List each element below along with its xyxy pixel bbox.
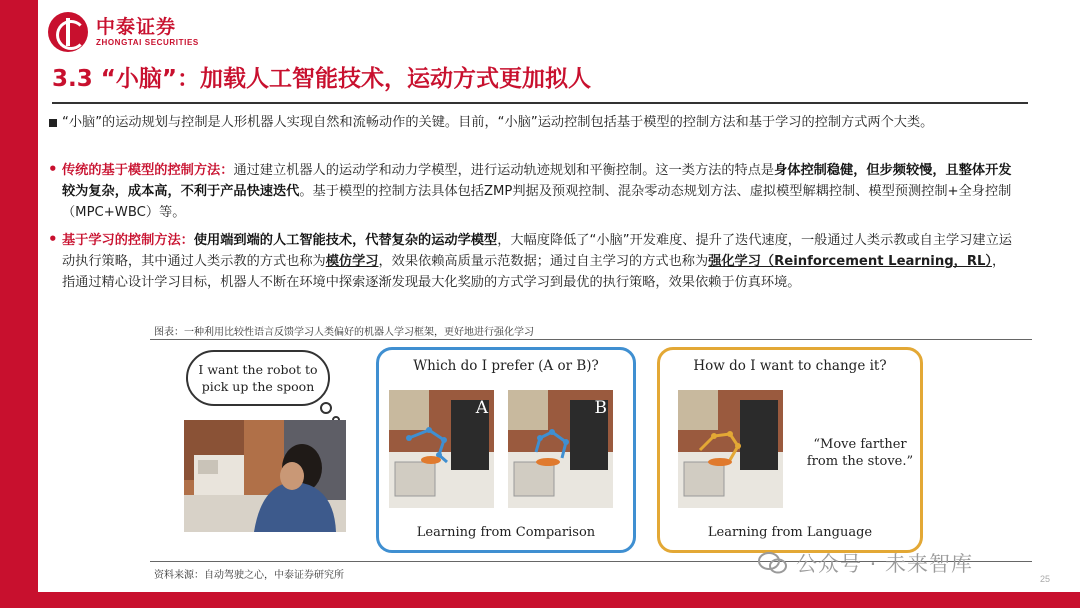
red-bullet-icon: •: [48, 230, 58, 248]
learning-based-text-1: ，大幅度降低了“小脑”开发难度、提升了迭代速度，一般通过人类示教或自主学习建立运动执行策略，其中通过人类示教的方式也称为: [62, 233, 1012, 269]
quote-line-2: from the stove.”: [806, 454, 914, 469]
learning-based-text-3: ，指通过精心设计学习目标，机器人不断在环境中探索逐渐发现最大化奖励的方式学习到最优的执行策略，效果依赖于仿真环境。: [62, 254, 1006, 290]
red-bullet-icon: •: [48, 160, 58, 178]
language-panel: [657, 347, 923, 553]
language-panel-title: How do I want to change it?: [693, 358, 887, 374]
intro-paragraph: [62, 112, 1017, 133]
learning-based-paragraph: [48, 230, 1017, 293]
reinforcement-learning-term: 强化学习（Reinforcement Learning，RL）: [708, 254, 992, 269]
language-panel-caption: Learning from Language: [707, 525, 873, 540]
quote-line-1: “Move farther: [813, 437, 907, 452]
speech-bubble: [186, 350, 330, 406]
comparison-panel: [376, 347, 636, 553]
wechat-icon: [758, 552, 788, 574]
option-a-label: A: [475, 398, 488, 418]
logo-chinese-name: 中泰证券: [96, 16, 177, 38]
model-based-paragraph: [48, 160, 1017, 223]
source-note: 资料来源：自动驾驶之心，中泰证券研究所: [154, 570, 344, 581]
person-photo: [184, 420, 346, 532]
person-at-desk-image: [184, 420, 346, 532]
title-divider: [52, 102, 1028, 104]
model-based-label: 传统的基于模型的控制方法：: [62, 163, 234, 178]
logo-english-name: ZHONGTAI SECURITIES: [96, 38, 199, 47]
intro-text: “小脑”的运动规划与控制是人形机器人实现自然和流畅动作的关键。目前，“小脑”运动控制包括基于模型的控制方法和基于学习的控制方式两个大类。: [62, 115, 934, 130]
zhongtai-logo-icon: [48, 12, 88, 52]
speech-line-1: I want the robot to: [198, 362, 318, 377]
kitchen-photo-language: [678, 390, 783, 508]
comparison-panel-caption: Learning from Comparison: [416, 525, 596, 540]
rl-framework-figure: [154, 342, 944, 558]
language-feedback-quote: [805, 436, 915, 470]
watermark: [758, 548, 973, 578]
kitchen-photo-a: [389, 390, 494, 508]
thought-dot-icon: [320, 402, 332, 414]
learning-based-text-2: ，效果依赖高质量示范数据；通过自主学习的方式也称为: [378, 254, 709, 269]
company-logo: [48, 10, 199, 54]
learning-based-bold: 使用端到端的人工智能技术，代替复杂的运动学模型: [193, 233, 498, 248]
kitchen-photo-b: [508, 390, 613, 508]
page-title: 3.3 “小脑”：加载人工智能技术，运动方式更加拟人: [52, 66, 591, 92]
left-accent-bar: [0, 0, 38, 608]
figure-caption: 图表：一种利用比较性语言反馈学习人类偏好的机器人学习框架，更好地进行强化学习: [154, 327, 534, 338]
page-number: 25: [1040, 574, 1051, 584]
speech-line-2: pick up the spoon: [201, 379, 315, 394]
square-bullet-icon: [49, 119, 57, 127]
learning-based-label: 基于学习的控制方法：: [62, 233, 194, 248]
figure-top-rule: [150, 339, 1032, 340]
model-based-bold: 身体控制稳健，但步频较慢，且整体开发较为复杂，成本高，不利于产品快速迭代: [62, 163, 1012, 199]
imitation-learning-term: 模仿学习: [325, 254, 379, 269]
comparison-panel-title: Which do I prefer (A or B)?: [413, 358, 599, 374]
model-based-text-2: 。基于模型的控制方法具体包括ZMP判据及预观控制、混杂零动态规划方法、虚拟模型解耦控制、模型预测控制+全身控制（MPC+WBC）等。: [62, 184, 1012, 220]
watermark-text: 公众号 · 未来智库: [796, 552, 974, 576]
model-based-text-1: 通过建立机器人的运动学和动力学模型，进行运动轨迹规划和平衡控制。这一类方法的特点是: [233, 163, 775, 178]
bottom-accent-bar: [0, 592, 1080, 608]
robot-trajectory-language-image: [678, 390, 783, 508]
option-b-label: B: [594, 398, 607, 418]
